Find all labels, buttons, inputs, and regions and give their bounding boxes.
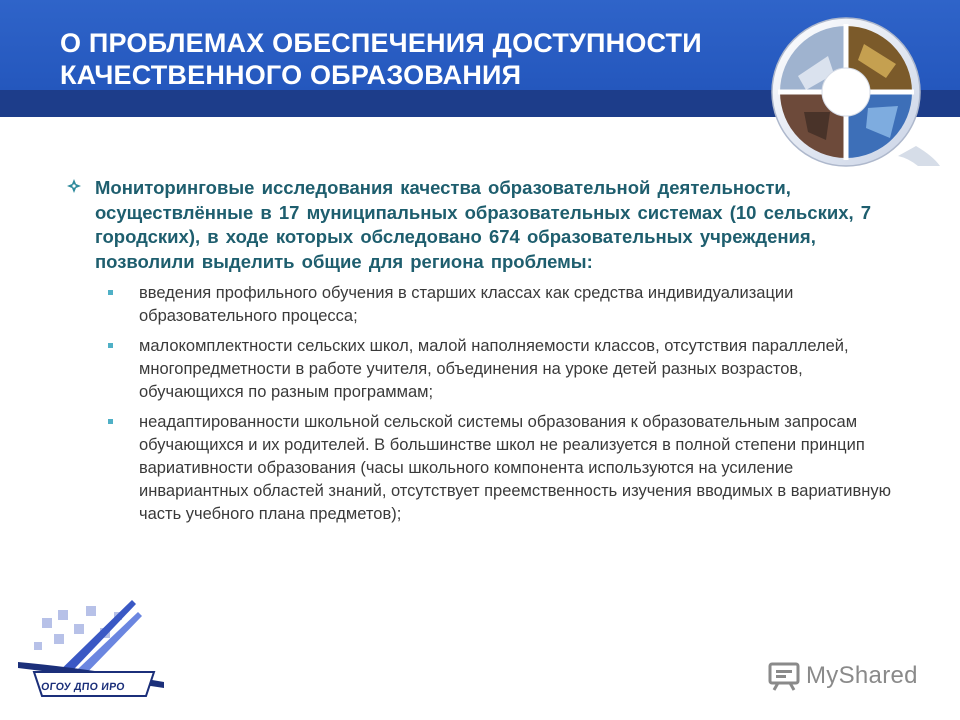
diamond-bullet-icon <box>66 178 82 194</box>
square-bullet-icon <box>108 343 113 348</box>
sub-point-text: неадаптированности школьной сельской системы образования к образовательным запросам обучающихся и их родителей. В большинстве школ не реализуется в полной степени принцип вариативности образования (часы школьного компонента используются на усиление инвариантных областей знаний, отсутствует преемственность изучения вводимых в вариативную часть учебного плана предметов); <box>139 413 891 523</box>
sub-point-text: введения профильного обучения в старших классах как средства индивидуализации образовательного процесса; <box>139 284 794 325</box>
square-bullet-icon <box>108 290 113 295</box>
sub-point-text: малокомплектности сельских школ, малой наполняемости классов, отсутствия параллелей, многопредметности в работе учителя, объединения на уроке детей разных возрастов, обучающихся по разным программам; <box>139 337 849 401</box>
slide-title: О ПРОБЛЕМАХ ОБЕСПЕЧЕНИЯ ДОСТУПНОСТИ КАЧЕСТВЕННОГО ОБРАЗОВАНИЯ <box>60 28 702 90</box>
corner-photo-graphic <box>768 16 944 168</box>
logo-caption: ОГОУ ДПО ИРО <box>40 681 126 693</box>
sub-point-item <box>139 411 896 526</box>
main-point-text: Мониторинговые исследования качества образовательной деятельности, осуществлённые в 17 муниципальных образовательных системах (10 сельских, 7 городских), в ходе которых обследовано 674 образовательных учреждения, позволили выделить общие для региона проблемы: <box>95 177 872 272</box>
sub-point-item <box>139 335 896 404</box>
slide-content <box>66 176 896 533</box>
presentation-icon <box>768 661 800 691</box>
myshared-watermark <box>768 658 918 694</box>
main-point <box>66 176 896 274</box>
sub-point-item <box>139 282 896 328</box>
sub-point-list <box>66 282 896 526</box>
watermark-text: MyShared <box>806 662 918 689</box>
square-bullet-icon <box>108 419 113 424</box>
